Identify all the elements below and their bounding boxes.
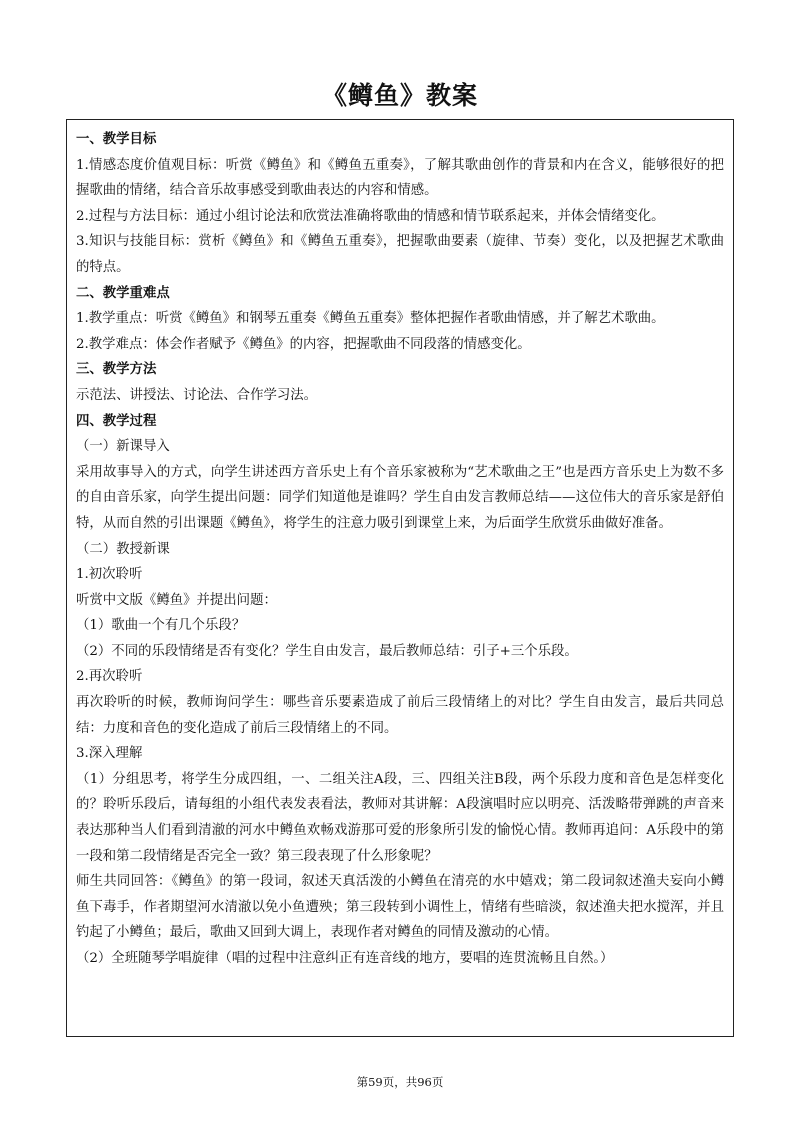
goal-item: 2.过程与方法目标：通过小组讨论法和欣赏法准确将歌曲的情感和情节联系起来，并体会情绪变化。 [76,208,665,224]
first-listen-item: 听赏中文版《鳟鱼》并提出问题： [76,592,277,608]
subheading-teach: （二）教授新课 [76,541,170,557]
second-listen-paragraph: 再次聆听的时候，教师询问学生：哪些音乐要素造成了前后三段情绪上的对比？学生自由发言，最后共同总结：力度和音色的变化造成了前后三段情绪上的不同。 [76,695,724,736]
lesson-plan-table [66,119,734,1037]
goal-item: 3.知识与技能目标：赏析《鳟鱼》和《鳟鱼五重奏》，把握歌曲要素（旋律、节奏）变化，以及把握艺术歌曲的特点。 [76,234,724,275]
deep-understanding-item: 师生共同回答：《鳟鱼》的第一段词，叙述天真活泼的小鳟鱼在清亮的水中嬉戏；第二段词叙述渔夫妄向小鳟鱼下毒手，作者期望河水清澈以免小鱼遭殃；第三段转到小调性上，情绪有些暗淡，叙述渔夫把水搅浑，并且钓起了小鳟鱼；最后，歌曲又回到大调上，表现作者对鳟鱼的同情及激动的心情。 [76,874,724,941]
page-number-footer: 第59页，共96页 [356,1075,444,1089]
deep-understanding-item: （1）分组思考，将学生分成四组，一、二组关注A段，三、四组关注B段，两个乐段力度和音色是怎样变化的？聆听乐段后，请每组的小组代表发表看法，教师对其讲解：A段演唱时应以明亮、活泼略带弹跳的声音来表达那种当人们看到清澈的河水中鳟鱼欢畅戏游那可爱的形象所引发的愉悦心情。教师再追问：A乐段中的第一段和第二段情绪是否完全一致？第三段表现了什么形象呢？ [76,771,724,864]
deep-understanding-item: （2）全班随琴学唱旋律（唱的过程中注意纠正有连音线的地方，要唱的连贯流畅且自然。） [76,951,614,966]
lesson-plan-content [76,127,724,972]
first-listen-item: （1）歌曲一个有几个乐段？ [76,618,246,634]
section-heading-methods: 三、教学方法 [76,361,157,378]
key-point-item: 2.教学难点：体会作者赋予《鳟鱼》的内容，把握歌曲不同段落的情感变化。 [76,336,531,352]
intro-paragraph: 采用故事导入的方式，向学生讲述西方音乐史上有个音乐家被称为“艺术歌曲之王”也是西方音乐史上为数不多的自由音乐家，向学生提出问题：同学们知道他是谁吗？学生自由发言教师总结——这位伟大的音乐家是舒伯特，从而自然的引出课题《鳟鱼》，将学生的注意力吸引到课堂上来，为后面学生欣赏乐曲做好准备。 [76,464,724,531]
goal-item: 1.情感态度价值观目标：听赏《鳟鱼》和《鳟鱼五重奏》，了解其歌曲创作的背景和内在含义，能够很好的把握歌曲的情绪，结合音乐故事感受到歌曲表达的内容和情感。 [76,157,724,199]
section-heading-process: 四、教学过程 [76,412,157,429]
first-listen-item: （2）不同的乐段情绪是否有变化？学生自由发言，最后教师总结：引子+三个乐段。 [76,643,578,659]
subheading-first-listen: 1.初次聆听 [76,567,143,583]
subheading-second-listen: 2.再次聆听 [76,669,143,685]
subheading-deep-understanding: 3.深入理解 [76,746,143,762]
page-title: 《鳟鱼》教案 [321,81,478,110]
section-heading-key-points: 二、教学重难点 [76,284,170,301]
methods-text: 示范法、讲授法、讨论法、合作学习法。 [76,387,318,403]
key-point-item: 1.教学重点：听赏《鳟鱼》和钢琴五重奏《鳟鱼五重奏》整体把握作者歌曲情感，并了解艺术歌曲。 [76,311,665,327]
subheading-intro: （一）新课导入 [76,439,170,455]
section-heading-goals: 一、教学目标 [76,131,157,147]
